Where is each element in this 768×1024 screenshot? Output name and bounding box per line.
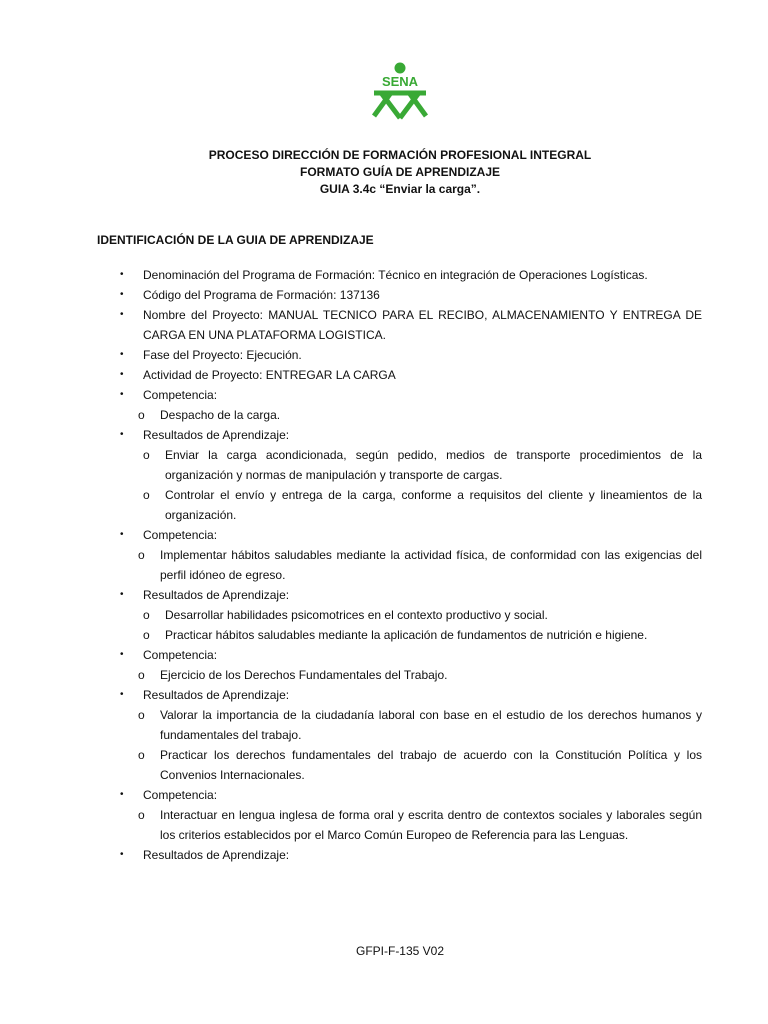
bullet-icon: •: [120, 389, 124, 400]
bullet-icon: •: [120, 429, 124, 440]
list-item: • Fase del Proyecto: Ejecución.: [0, 345, 768, 365]
list-item: • Resultados de Aprendizaje:: [0, 845, 768, 865]
sub-list-item: o Valorar la importancia de la ciudadanía laboral con base en el estudio de los derechos humanos y fundamentales del trabajo.: [0, 705, 768, 745]
bullet-icon: •: [120, 289, 124, 300]
sub-list-item: o Ejercicio de los Derechos Fundamentales del Trabajo.: [0, 665, 768, 685]
bullet-icon: •: [120, 269, 124, 280]
sub-bullet-icon: o: [138, 548, 145, 562]
bullet-icon: •: [120, 849, 124, 860]
list-item: • Nombre del Proyecto: MANUAL TECNICO PARA EL RECIBO, ALMACENAMIENTO Y ENTREGA DE CARGA EN UNA PLATAFORMA LOGISTICA.: [0, 305, 768, 345]
list-item: • Código del Programa de Formación: 137136: [0, 285, 768, 305]
sub-bullet-icon: o: [143, 448, 150, 462]
sub-list-item: o Enviar la carga acondicionada, según pedido, medios de transporte procedimientos de la organización y normas de manipulación y transporte de cargas.: [0, 445, 768, 485]
bullet-icon: •: [120, 369, 124, 380]
identification-list: [0, 265, 768, 865]
bullet-icon: •: [120, 589, 124, 600]
logo-wordmark: SENA: [381, 74, 419, 89]
section-title: IDENTIFICACIÓN DE LA GUIA DE APRENDIZAJE: [97, 233, 374, 247]
list-item: • Competencia:: [0, 385, 768, 405]
sub-bullet-icon: o: [138, 808, 145, 822]
sub-bullet-icon: o: [138, 408, 145, 422]
bullet-icon: •: [120, 789, 124, 800]
sub-bullet-icon: o: [143, 608, 150, 622]
list-item: • Resultados de Aprendizaje:: [0, 425, 768, 445]
list-item: • Competencia:: [0, 525, 768, 545]
sub-list-item: o Controlar el envío y entrega de la carga, conforme a requisitos del cliente y lineamientos de la organización.: [0, 485, 768, 525]
list-item: • Denominación del Programa de Formación: Técnico en integración de Operaciones Logísticas.: [0, 265, 768, 285]
sub-bullet-icon: o: [138, 708, 145, 722]
bullet-icon: •: [120, 309, 124, 320]
document-code-footer: GFPI-F-135 V02: [355, 944, 445, 958]
bullet-icon: •: [120, 529, 124, 540]
heading-line-2: FORMATO GUÍA DE APRENDIZAJE: [299, 165, 500, 179]
heading-line-1: PROCESO DIRECCIÓN DE FORMACIÓN PROFESIONAL INTEGRAL: [208, 148, 592, 162]
sena-logo: [368, 62, 432, 122]
list-item: • Competencia:: [0, 785, 768, 805]
sub-list-item: o Implementar hábitos saludables mediante la actividad física, de conformidad con las exigencias del perfil idóneo de egreso.: [0, 545, 768, 585]
sub-list-item: o Desarrollar habilidades psicomotrices en el contexto productivo y social.: [0, 605, 768, 625]
list-item: • Competencia:: [0, 645, 768, 665]
sub-bullet-icon: o: [143, 488, 150, 502]
bullet-icon: •: [120, 649, 124, 660]
list-item: • Actividad de Proyecto: ENTREGAR LA CARGA: [0, 365, 768, 385]
sub-list-item: o Interactuar en lengua inglesa de forma oral y escrita dentro de contextos sociales y laborales según los criterios establecidos por el Marco Común Europeo de Referencia para las Lenguas.: [0, 805, 768, 845]
sub-bullet-icon: o: [138, 668, 145, 682]
sub-list-item: o Practicar hábitos saludables mediante la aplicación de fundamentos de nutrición e higiene.: [0, 625, 768, 645]
sub-list-item: o Practicar los derechos fundamentales del trabajo de acuerdo con la Constitución Política y los Convenios Internacionales.: [0, 745, 768, 785]
heading-line-3: GUIA 3.4c “Enviar la carga”.: [319, 182, 481, 196]
sub-bullet-icon: o: [138, 748, 145, 762]
sub-bullet-icon: o: [143, 628, 150, 642]
sub-list-item: o Despacho de la carga.: [0, 405, 768, 425]
list-item: • Resultados de Aprendizaje:: [0, 585, 768, 605]
list-item: • Resultados de Aprendizaje:: [0, 685, 768, 705]
document-heading: [0, 147, 768, 198]
bullet-icon: •: [120, 349, 124, 360]
bullet-icon: •: [120, 689, 124, 700]
